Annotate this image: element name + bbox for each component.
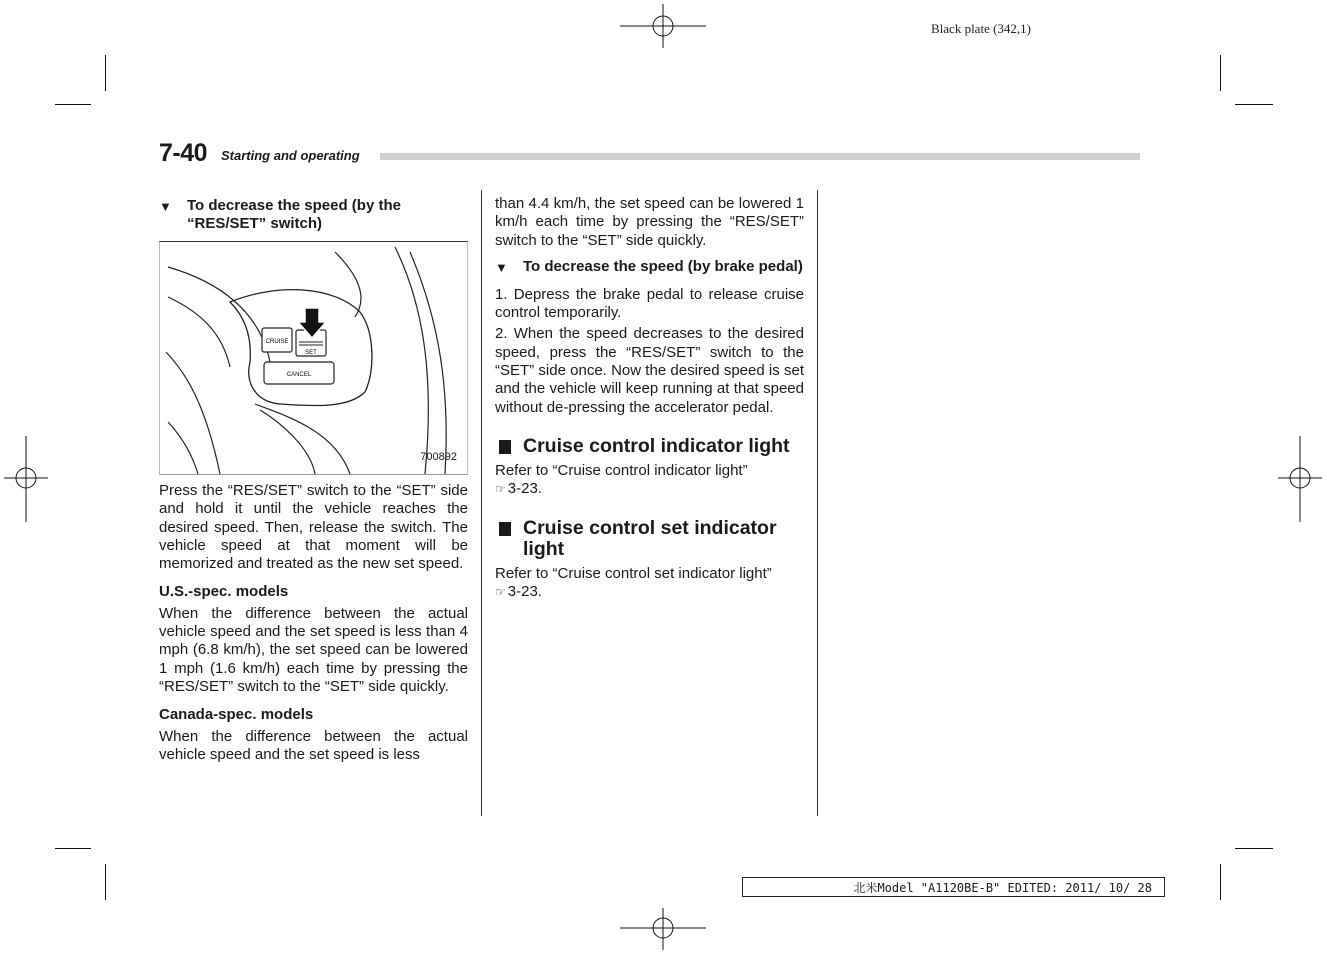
section-title: Starting and operating xyxy=(221,148,360,163)
section-cruise-indicator-heading: Cruise control indicator light xyxy=(495,436,804,457)
registration-mark-right xyxy=(1276,434,1324,524)
us-spec-text: When the difference between the actual vehicle speed and the set speed is less than 4 mph (6.8 km/h), the set speed can be lowered 1 mph (1.6 km/h) each time by pressing the “RES/SET” switch to the “SET” side quickly. xyxy=(159,604,468,695)
square-bullet-icon xyxy=(499,522,511,536)
set-switch-label: SET xyxy=(305,350,317,356)
header-bar xyxy=(380,153,1140,160)
step-2: 2. When the speed decreases to the desired speed, press the “RES/SET” switch to the “SET” side once. Now the desired speed is set and the vehicle will keep running at that speed without de-pressing the accelerator pedal. xyxy=(495,325,804,416)
steering-wheel-figure xyxy=(159,241,468,475)
reference-pointer-icon: ☞ xyxy=(495,584,506,599)
column-rule-1 xyxy=(481,190,482,816)
registration-mark-top xyxy=(618,2,708,50)
canada-spec-heading: Canada-spec. models xyxy=(159,706,314,724)
us-spec-heading: U.S.-spec. models xyxy=(159,583,289,601)
triangle-bullet-icon: ▼ xyxy=(495,259,508,275)
plate-label: Black plate (342,1) xyxy=(931,21,1031,36)
subheading-brake-pedal: ▼ To decrease the speed (by brake pedal) xyxy=(495,257,803,275)
continued-text: than 4.4 km/h, the set speed can be lowered 1 km/h each time by pressing the “RES/SET” switch to the “SET” side quickly. xyxy=(495,195,804,249)
figure-id: 700892 xyxy=(420,450,457,463)
section-cruise-indicator-text: Refer to “Cruise control indicator light” ☞ 3-23. xyxy=(495,461,748,498)
registration-mark-left xyxy=(2,434,50,524)
section-cruise-set-indicator-text: Refer to “Cruise control set indicator light” ☞ 3-23. xyxy=(495,564,772,600)
edit-footer: 北米Model "A1120BE-B" EDITED: 2011/ 10/ 28 xyxy=(742,877,1165,897)
steering-switch-illustration xyxy=(160,242,467,474)
res-set-paragraph: Press the “RES/SET” switch to the “SET” side and hold it until the vehicle reaches the desired speed. Then, release the switch. The vehicle speed at that moment will be memorized and treated as the new set speed. xyxy=(159,482,468,573)
column-1 xyxy=(159,197,468,764)
cancel-button-label: CANCEL xyxy=(286,372,312,378)
triangle-bullet-icon: ▼ xyxy=(159,199,172,214)
step-1: 1. Depress the brake pedal to release cruise control temporarily. xyxy=(495,285,804,322)
cruise-button-label: CRUISE xyxy=(265,339,289,345)
square-bullet-icon xyxy=(499,440,511,454)
page-number: 7-40 xyxy=(159,139,208,167)
canada-spec-text: When the difference between the actual vehicle speed and the set speed is less xyxy=(159,727,468,763)
column-2 xyxy=(495,195,804,601)
subheading-res-set: ▼ To decrease the speed (by the “RES/SET” switch) xyxy=(159,197,401,232)
reference-pointer-icon: ☞ xyxy=(495,482,506,497)
section-cruise-set-indicator-heading: Cruise control set indicator light xyxy=(495,518,804,560)
column-rule-2 xyxy=(817,190,818,816)
registration-mark-bottom xyxy=(618,906,708,954)
